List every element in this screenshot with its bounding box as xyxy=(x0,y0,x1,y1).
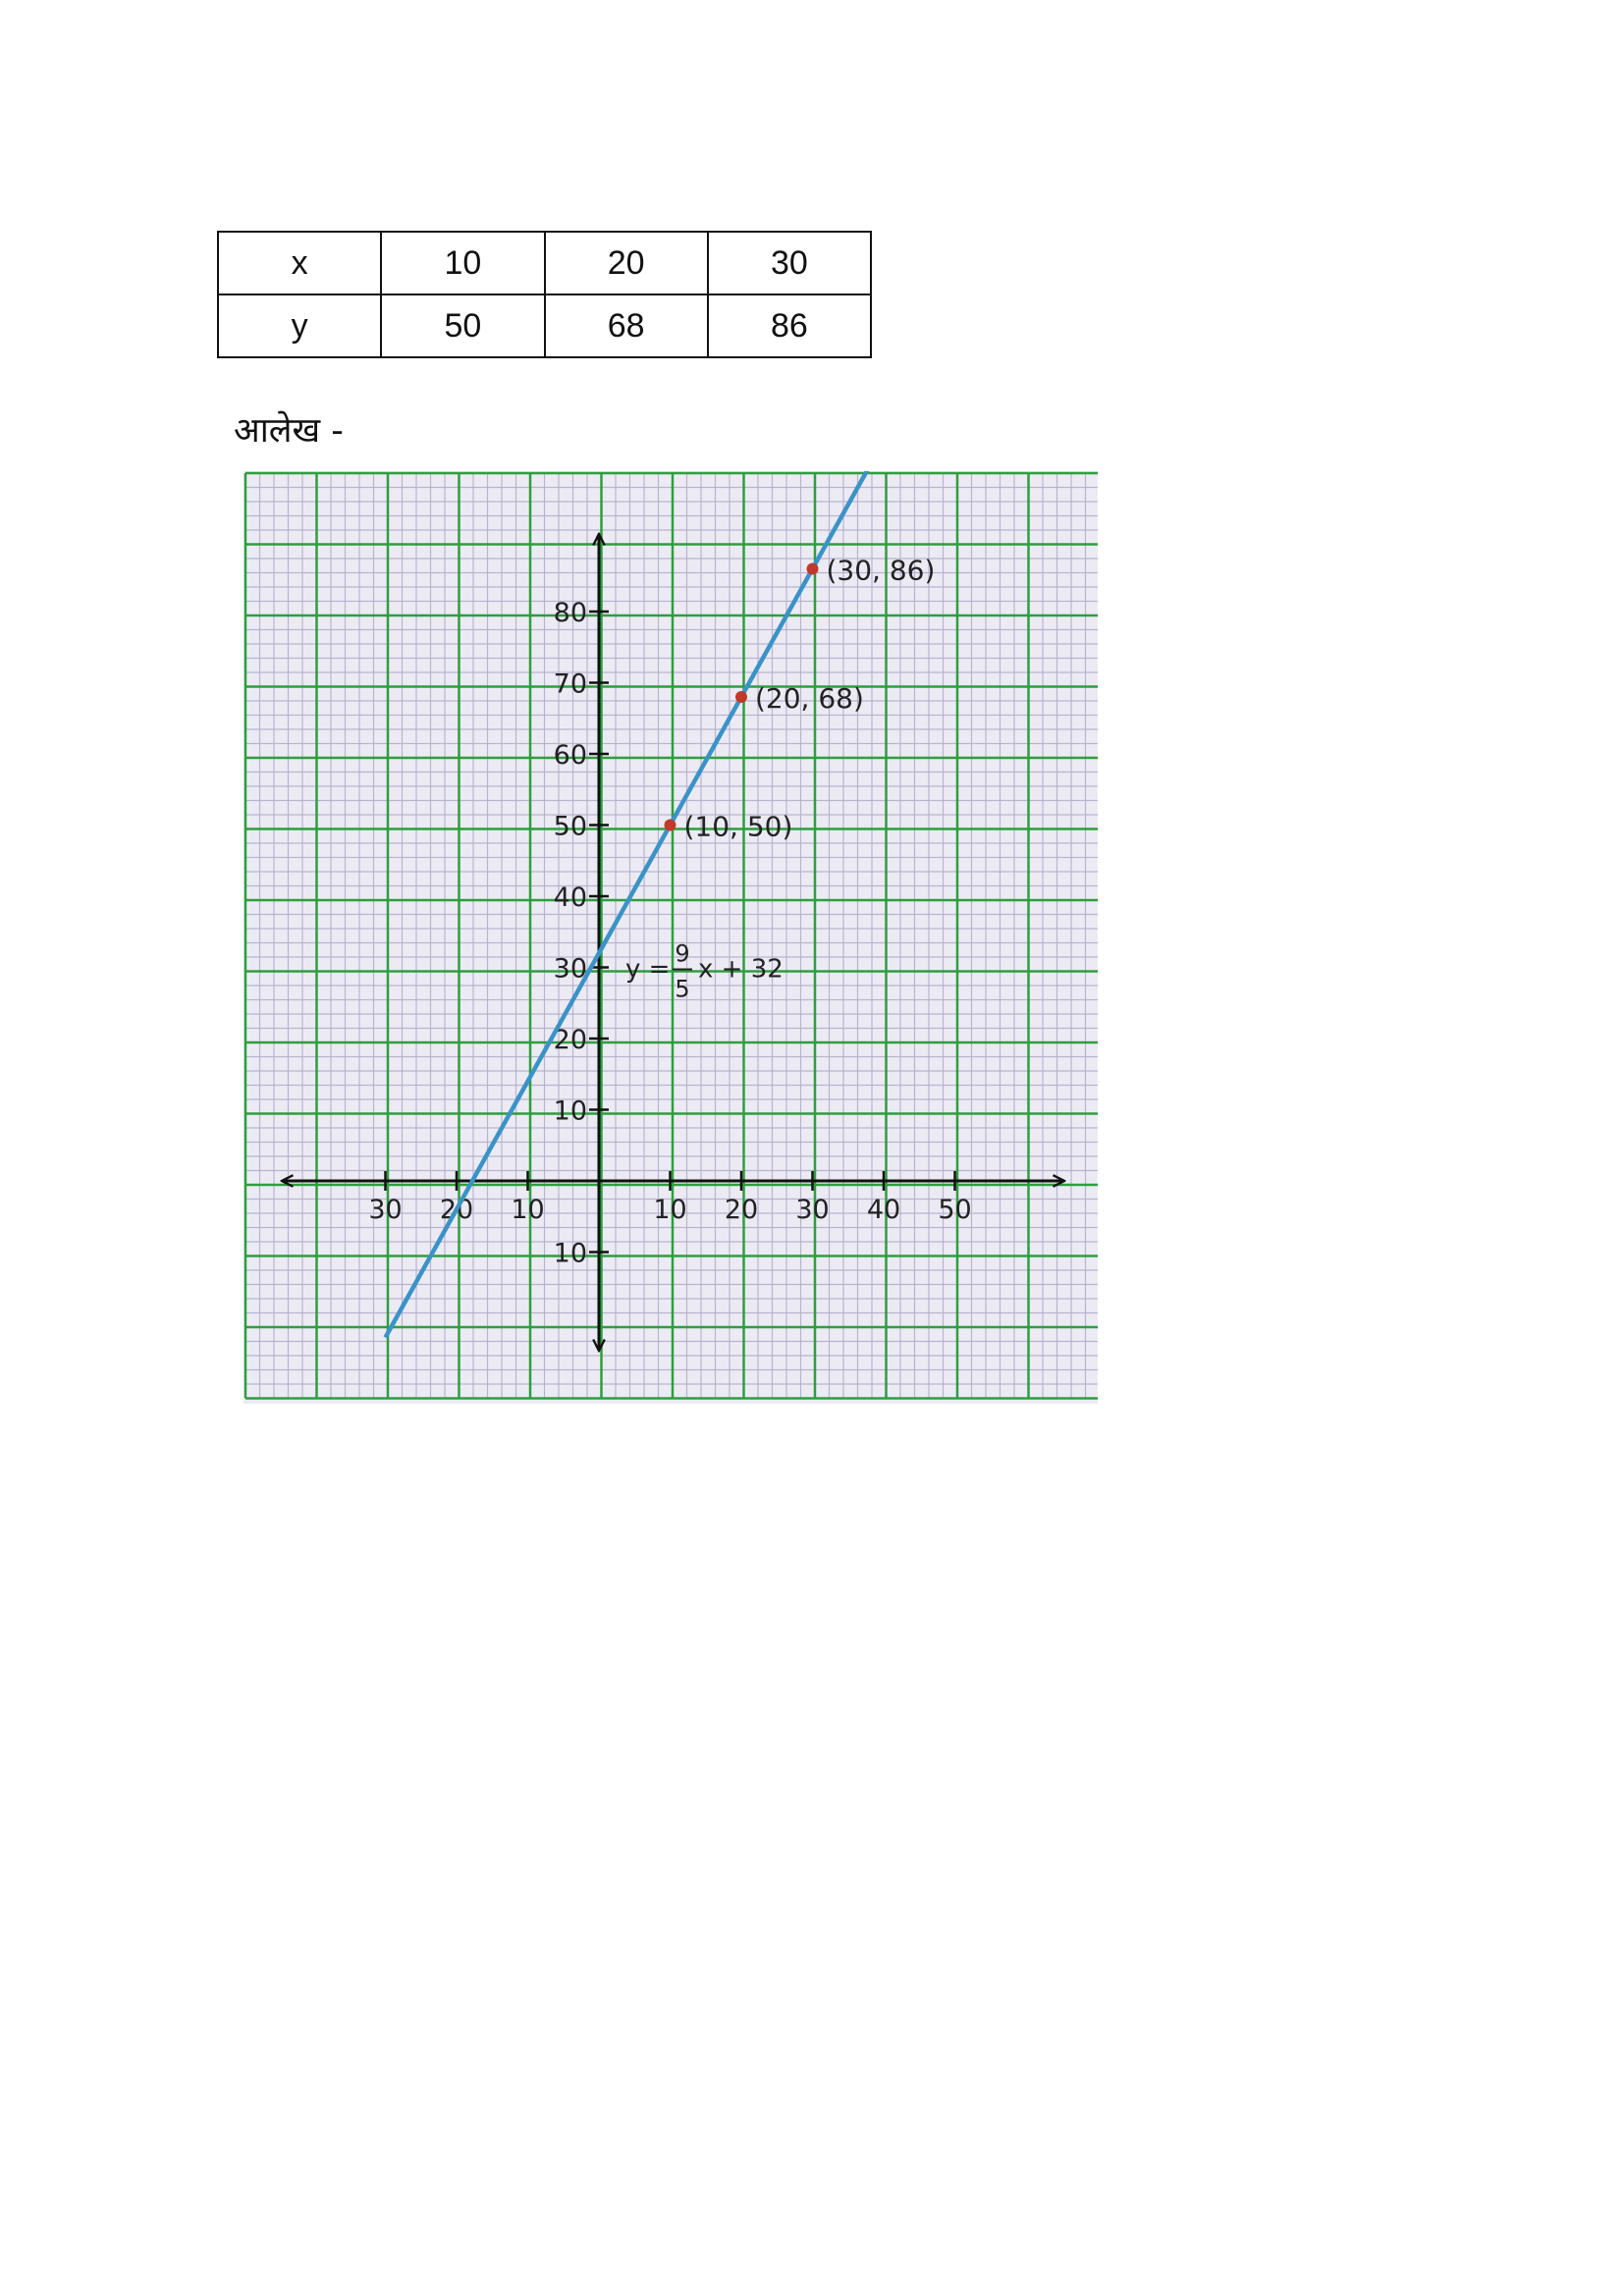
table-row-label: x xyxy=(218,232,381,294)
x-tick-label: 20 xyxy=(724,1195,759,1225)
y-tick-label: 30 xyxy=(553,953,587,985)
x-tick-label: 10 xyxy=(511,1195,545,1225)
graph-paper-background xyxy=(243,471,1098,1404)
y-tick-label: 10 xyxy=(553,1095,587,1127)
equation-rhs: x + 32 xyxy=(698,954,784,985)
y-tick-label: 60 xyxy=(553,740,587,771)
table-row-label: y xyxy=(218,294,381,357)
x-tick-label: 10 xyxy=(653,1195,687,1225)
x-tick-label: 30 xyxy=(795,1195,830,1225)
y-tick-label: 70 xyxy=(553,668,587,700)
x-tick-label: 50 xyxy=(938,1195,972,1225)
equation-denominator: 5 xyxy=(675,975,690,1003)
data-point xyxy=(735,691,747,703)
data-point-label: (30, 86) xyxy=(826,554,936,587)
equation-numerator: 9 xyxy=(675,939,690,968)
y-tick-label: 40 xyxy=(553,882,587,913)
table-cell: 50 xyxy=(381,294,544,357)
x-tick-label: 30 xyxy=(368,1195,403,1225)
data-point-label: (20, 68) xyxy=(755,682,864,715)
graph-heading: आलेख - xyxy=(234,411,344,451)
x-tick-label: 20 xyxy=(439,1195,474,1225)
y-tick-label: 20 xyxy=(553,1025,587,1055)
value-table xyxy=(217,231,872,358)
data-point xyxy=(665,820,676,831)
table-cell: 86 xyxy=(708,294,871,357)
y-tick-label: 80 xyxy=(553,598,587,628)
table-cell: 10 xyxy=(381,232,544,294)
y-tick-label: 50 xyxy=(553,811,587,842)
y-tick-label: 10 xyxy=(553,1238,587,1269)
graph-chart xyxy=(243,471,1098,1404)
table-cell: 30 xyxy=(708,232,871,294)
x-tick-label: 40 xyxy=(866,1195,901,1225)
data-point-label: (10, 50) xyxy=(683,810,793,843)
table-row-y xyxy=(218,294,871,357)
table-row-x xyxy=(218,232,871,294)
table-cell: 20 xyxy=(545,232,708,294)
data-point xyxy=(807,563,819,575)
table-cell: 68 xyxy=(545,294,708,357)
equation-lhs: y = xyxy=(625,954,671,985)
